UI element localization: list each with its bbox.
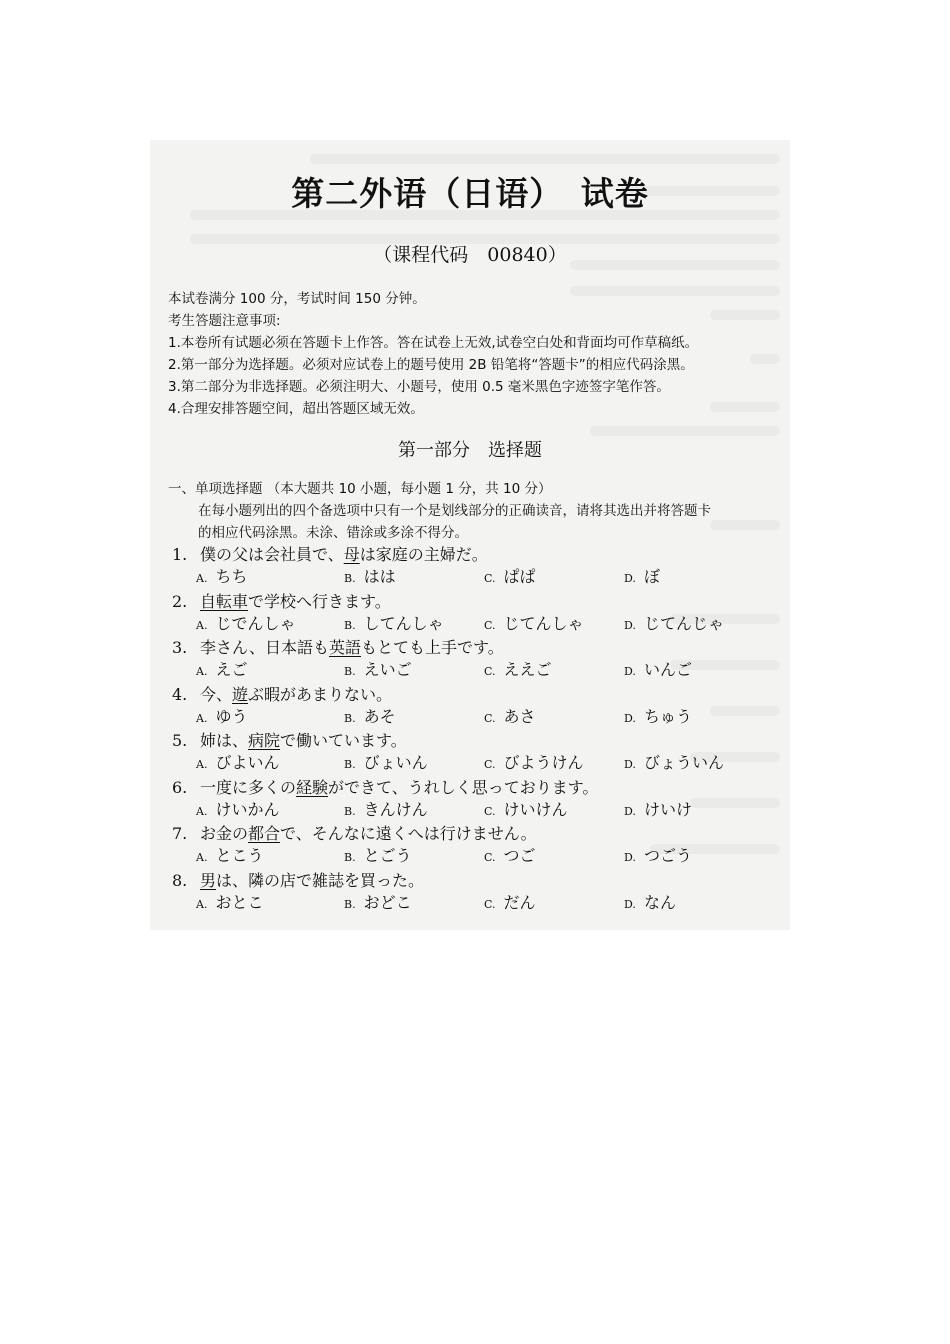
stem-text: 今、 [200, 684, 233, 704]
option-b [344, 845, 412, 869]
option-letter: C. [484, 618, 496, 632]
option-c [484, 752, 584, 776]
option-letter: B. [344, 665, 356, 678]
stem-text: お金の [200, 824, 249, 843]
stem-text: は、隣の店で雑誌を買った。 [216, 870, 425, 890]
option-a [196, 799, 279, 823]
option-letter: D. [624, 851, 636, 864]
option-a [196, 892, 263, 916]
instruction-line: 考生答题注意事项: [168, 313, 281, 329]
question-number: 7. [172, 824, 188, 843]
option-b [344, 799, 428, 823]
section-heading: 一、单项选择题 （本大题共 10 小题，每小题 1 分，共 10 分） [168, 481, 552, 497]
question-number: 3. [172, 638, 188, 657]
question-stem [172, 777, 598, 799]
underlined-word: 都合 [248, 824, 281, 843]
option-text: あそ [363, 706, 396, 726]
option-letter: B. [344, 897, 356, 911]
option-letter: A. [196, 618, 208, 632]
option-text: ちゅう [643, 706, 692, 726]
option-text: あさ [503, 706, 536, 726]
question-number: 5. [172, 731, 188, 750]
underlined-word: 英語 [328, 638, 361, 657]
question [172, 544, 772, 591]
instruction-line: 4.合理安排答题空间，超出答题区域无效。 [168, 401, 424, 417]
option-b [344, 613, 444, 637]
question [172, 684, 772, 731]
stem-text: は家庭の主婦だ。 [359, 545, 488, 564]
question-number: 2. [172, 591, 188, 611]
option-text: ぼ [643, 567, 660, 586]
answer-options [196, 566, 756, 588]
option-text: おどこ [363, 892, 412, 912]
underlined-word: 母 [343, 545, 360, 564]
stem-text: 僕の父は会社員で、 [200, 545, 344, 564]
option-text: びよいん [215, 753, 280, 772]
question-stem [172, 730, 407, 752]
underlined-word: 病院 [248, 731, 281, 750]
option-letter: B. [344, 851, 356, 864]
option-text: ええご [503, 660, 552, 679]
section-description: 在每小题列出的四个备选项中只有一个是划线部分的正确读音，请将其选出并将答题卡 [198, 503, 711, 519]
option-letter: A. [196, 572, 208, 585]
option-c [484, 892, 536, 916]
answer-options [196, 706, 756, 728]
option-letter: D. [624, 897, 636, 911]
option-text: けいけん [503, 799, 568, 819]
question [172, 591, 772, 638]
question-number: 4. [172, 684, 188, 704]
option-letter: B. [344, 572, 356, 585]
option-b [344, 566, 396, 590]
option-a [196, 613, 295, 637]
question-list [172, 544, 772, 916]
option-letter: B. [344, 758, 356, 771]
option-text: けいかん [215, 799, 280, 819]
option-letter: C. [484, 758, 496, 771]
option-text: おとこ [215, 892, 264, 912]
question [172, 777, 772, 824]
option-a [196, 752, 279, 776]
question [172, 870, 772, 917]
option-c [484, 659, 552, 683]
instruction-line: 3.第二部分为非选择题。必须注明大、小题号，使用 0.5 毫米黑色字迹签字笔作答。 [168, 379, 670, 395]
course-code: （课程代码 00840） [373, 244, 567, 266]
option-c [484, 613, 584, 637]
option-text: ぱぱ [503, 567, 536, 586]
option-text: ちち [215, 567, 248, 586]
option-d [624, 706, 692, 730]
underlined-word: 自転車 [200, 591, 249, 611]
option-letter: A. [196, 711, 208, 725]
part-title: 第一部分 选择题 [398, 440, 542, 461]
question-number: 6. [172, 777, 188, 797]
option-letter: A. [196, 758, 208, 771]
option-letter: C. [484, 851, 496, 864]
underlined-word: 遊 [232, 684, 249, 704]
option-d [624, 799, 692, 823]
option-letter: D. [624, 665, 636, 678]
option-text: けいけ [643, 799, 692, 819]
stem-text: で、そんなに遠くへは行けません。 [280, 824, 537, 843]
option-letter: C. [484, 804, 496, 818]
answer-options [196, 752, 756, 774]
option-text: えいご [363, 660, 412, 679]
option-text: ゆう [215, 706, 248, 726]
question-stem [172, 684, 392, 706]
stem-text: 姉は、 [200, 731, 249, 750]
stem-text: 李さん、日本語も [200, 638, 329, 657]
stem-text: で学校へ行きます。 [248, 591, 391, 611]
option-d [624, 892, 676, 916]
instruction-line: 1.本卷所有试题必须在答题卡上作答。答在试卷上无效,试卷空白处和背面均可作草稿纸。 [168, 335, 699, 351]
option-letter: D. [624, 758, 636, 771]
option-c [484, 845, 536, 869]
stem-text: 一度に多くの [200, 777, 297, 797]
question-stem [172, 591, 391, 613]
question-stem [172, 823, 537, 845]
option-letter: C. [484, 711, 496, 725]
option-b [344, 892, 412, 916]
answer-options [196, 613, 756, 635]
question [172, 730, 772, 777]
option-letter: A. [196, 897, 208, 911]
option-text: とごう [363, 846, 412, 865]
option-d [624, 845, 692, 869]
option-b [344, 752, 428, 776]
question-number: 1. [172, 545, 188, 564]
option-letter: A. [196, 804, 208, 818]
answer-options [196, 892, 756, 914]
option-letter: B. [344, 618, 356, 632]
underlined-word: 経験 [296, 777, 329, 797]
question [172, 637, 772, 684]
underlined-word: 男 [200, 870, 217, 890]
instruction-line: 本试卷满分 100 分，考试时间 150 分钟。 [168, 291, 426, 307]
option-c [484, 706, 536, 730]
option-letter: B. [344, 804, 356, 818]
option-b [344, 706, 396, 730]
section-header [168, 478, 778, 544]
stem-text: ができて、うれしく思っております。 [328, 777, 599, 797]
option-text: びょういん [643, 753, 724, 772]
option-a [196, 706, 247, 730]
option-a [196, 659, 247, 683]
scanned-page [150, 140, 790, 930]
page-title: 第二外语（日语） 试卷 [291, 174, 649, 213]
option-d [624, 566, 660, 590]
option-text: つごう [643, 846, 692, 865]
option-text: いんご [643, 660, 692, 679]
option-letter: C. [484, 572, 496, 585]
stem-text: もとても上手です。 [360, 638, 504, 657]
option-d [624, 613, 724, 637]
option-c [484, 799, 568, 823]
option-text: じでんしゃ [215, 613, 296, 633]
option-letter: C. [484, 897, 496, 911]
stem-text: で働いています。 [280, 731, 407, 750]
option-text: びようけん [503, 753, 584, 772]
option-letter: A. [196, 665, 208, 678]
option-text: えご [215, 660, 248, 679]
option-letter: B. [344, 711, 356, 725]
option-text: じてんしゃ [503, 613, 584, 633]
option-d [624, 752, 724, 776]
option-letter: A. [196, 851, 208, 864]
instructions [168, 288, 778, 420]
question-stem [172, 544, 488, 566]
option-text: はは [363, 567, 396, 586]
option-a [196, 845, 263, 869]
option-b [344, 659, 412, 683]
answer-options [196, 845, 756, 867]
section-description: 的相应代码涂黑。未涂、错涂或多涂不得分。 [198, 525, 468, 541]
answer-options [196, 659, 756, 681]
question [172, 823, 772, 870]
option-text: じてんじゃ [643, 613, 724, 633]
option-letter: D. [624, 572, 636, 585]
option-text: びょいん [363, 753, 428, 772]
option-letter: D. [624, 618, 636, 632]
question-number: 8. [172, 870, 188, 890]
option-text: きんけん [363, 799, 428, 819]
instruction-line: 2.第一部分为选择题。必须对应试卷上的题号使用 2B 铅笔将“答题卡”的相应代码涂黑。 [168, 357, 694, 373]
option-letter: D. [624, 711, 636, 725]
question-stem [172, 870, 424, 892]
option-text: とこう [215, 846, 264, 865]
option-text: つご [503, 846, 536, 865]
option-text: してんしゃ [363, 613, 444, 633]
option-letter: C. [484, 665, 496, 678]
option-d [624, 659, 692, 683]
answer-options [196, 799, 756, 821]
option-a [196, 566, 247, 590]
option-text: だん [503, 892, 536, 912]
option-text: なん [643, 892, 676, 912]
question-stem [172, 637, 504, 659]
option-c [484, 566, 536, 590]
option-letter: D. [624, 804, 636, 818]
stem-text: ぶ暇があまりない。 [248, 684, 393, 704]
